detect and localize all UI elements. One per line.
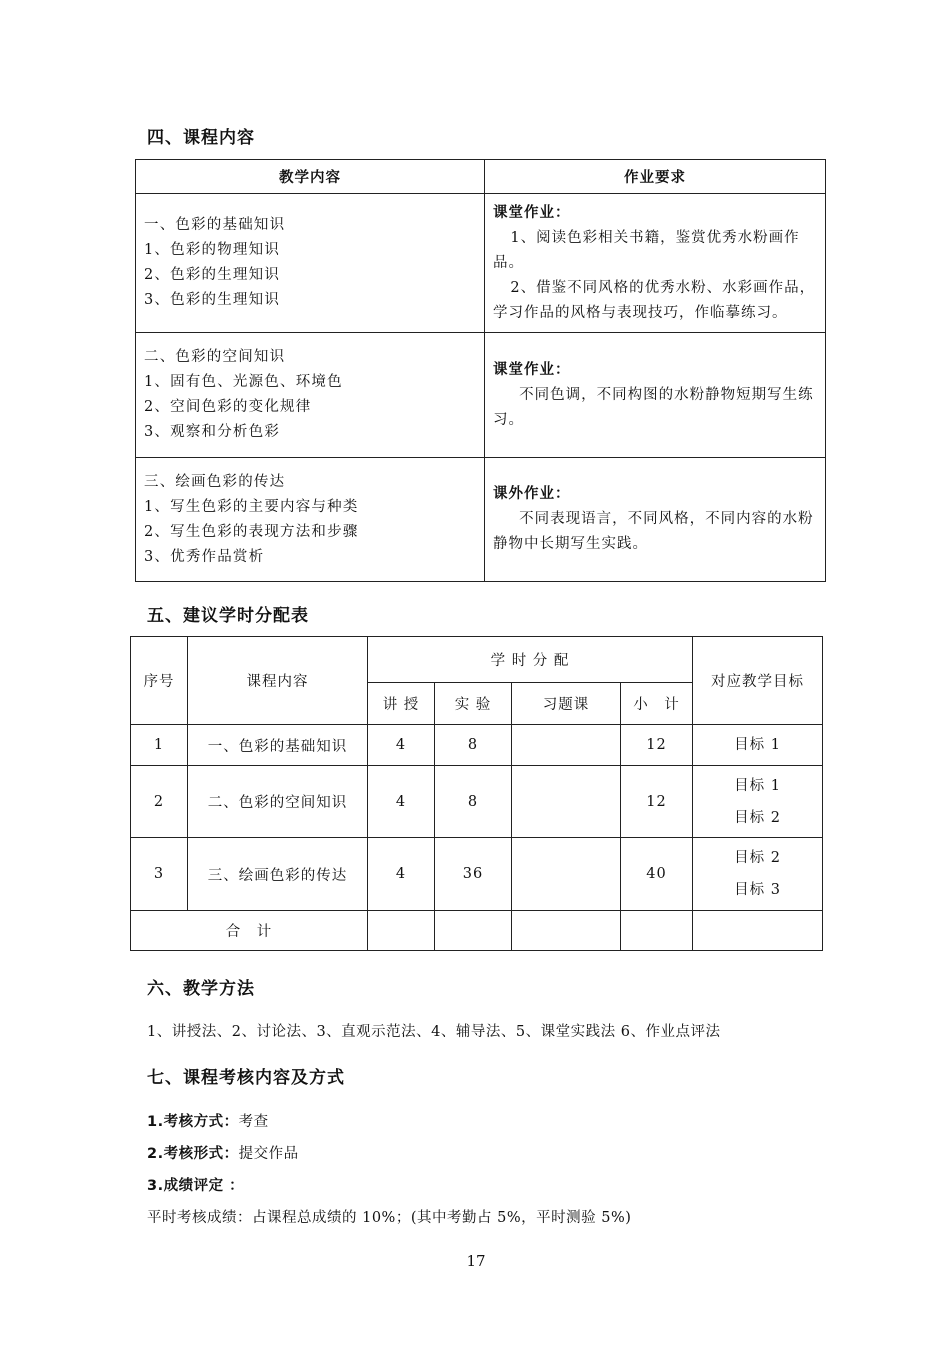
total-label: 合 计 [131,911,368,951]
cell-subtotal: 12 [621,725,693,766]
homework-title: 课堂作业： [493,361,571,378]
cell-target [693,838,823,911]
homework-line: 2、借鉴不同风格的优秀水粉、水彩画作品，学习作品的风格与表现技巧，作临摹练习。 [493,279,816,321]
section5-heading: 五、建议学时分配表 [147,606,309,626]
col-header-subtotal: 小 计 [621,683,693,725]
section4-heading: 四、课程内容 [147,128,255,148]
cell-subtotal: 40 [621,838,693,911]
page-number: 17 [466,1252,486,1270]
content-line: 1、色彩的物理知识 [144,242,281,258]
grading-text: 平时考核成绩：占课程总成绩的 10%；(其中考勤占 5%，平时测验 5%) [147,1210,632,1226]
total-row [131,911,823,951]
cell-target [693,766,823,838]
assessment-item [147,1110,269,1131]
cell-lecture: 4 [368,838,435,911]
assessment-value: 考查 [238,1114,269,1130]
homework-cell [485,194,826,333]
table-row [131,838,823,911]
cell-total-lecture [368,911,435,951]
homework-line: 1、阅读色彩相关书籍，鉴赏优秀水粉画作品。 [493,229,800,271]
cell-lecture: 4 [368,766,435,838]
cell-seq: 2 [131,766,188,838]
teaching-methods-text: 1、讲授法、2、讨论法、3、直观示范法、4、辅导法、5、课堂实践法 6、作业点评法 [147,1024,721,1040]
table-row [136,194,826,333]
course-content-table [135,159,826,582]
homework-title: 课堂作业： [493,204,571,221]
cell-total-exercise [512,911,621,951]
content-line: 1、写生色彩的主要内容与种类 [144,498,359,515]
target-line: 目标 1 [734,777,781,794]
cell-seq: 3 [131,838,188,911]
assessment-item [147,1174,244,1195]
cell-target [693,725,823,766]
col-header-target: 对应教学目标 [693,637,823,725]
content-line: 2、色彩的生理知识 [144,267,281,283]
section7-heading: 七、课程考核内容及方式 [147,1068,345,1088]
col-header-content: 课程内容 [188,637,368,725]
content-line: 2、写生色彩的表现方法和步骤 [144,523,359,540]
section6-heading: 六、教学方法 [147,979,255,999]
content-line: 2、空间色彩的变化规律 [144,399,312,415]
homework-title: 课外作业： [493,486,571,502]
target-line: 目标 1 [734,737,781,753]
col-header-hours: 学 时 分 配 [368,637,693,683]
assessment-item [147,1142,299,1163]
cell-content: 三、绘画色彩的传达 [188,838,368,911]
homework-line: 不同色调，不同构图的水粉静物短期写生练习。 [493,386,814,428]
content-line: 3、色彩的生理知识 [144,292,281,308]
homework-cell [485,458,826,582]
cell-total-lab [435,911,512,951]
hours-allocation-table [130,636,823,951]
assessment-label: 3.成绩评定 ： [147,1178,245,1194]
cell-content: 一、色彩的基础知识 [188,725,368,766]
col-header-lab: 实 验 [435,683,512,725]
content-line: 3、优秀作品赏析 [144,548,265,565]
table-row [131,766,823,838]
target-line: 目标 3 [734,882,781,898]
homework-line: 不同表现语言，不同风格，不同内容的水粉静物中长期写生实践。 [493,511,814,552]
content-line: 三、绘画色彩的传达 [144,473,286,490]
cell-lab: 8 [435,725,512,766]
table-header-row [136,160,826,194]
content-line: 二、色彩的空间知识 [144,349,286,365]
content-cell [136,458,485,582]
assessment-value: 提交作品 [238,1146,299,1162]
col-header-homework: 作业要求 [485,160,826,194]
table-row [136,333,826,458]
col-header-lecture: 讲 授 [368,683,435,725]
col-header-seq: 序号 [131,637,188,725]
content-line: 3、观察和分析色彩 [144,424,281,440]
content-line: 1、固有色、光源色、环境色 [144,374,343,390]
col-header-exercise: 习题课 [512,683,621,725]
target-line: 目标 2 [734,850,781,866]
table-row [131,725,823,766]
homework-cell [485,333,826,458]
cell-total-target [693,911,823,951]
cell-lab: 8 [435,766,512,838]
cell-lab: 36 [435,838,512,911]
target-line: 目标 2 [734,809,781,826]
table-header-row [131,637,823,683]
cell-subtotal: 12 [621,766,693,838]
content-cell [136,194,485,333]
assessment-label: 1.考核方式： [147,1114,239,1130]
content-line: 一、色彩的基础知识 [144,217,286,233]
table-row [136,458,826,582]
assessment-label: 2.考核形式： [147,1146,239,1162]
cell-exercise [512,725,621,766]
cell-exercise [512,766,621,838]
cell-seq: 1 [131,725,188,766]
content-cell [136,333,485,458]
cell-total-subtotal [621,911,693,951]
cell-content: 二、色彩的空间知识 [188,766,368,838]
cell-lecture: 4 [368,725,435,766]
col-header-content: 教学内容 [136,160,485,194]
cell-exercise [512,838,621,911]
